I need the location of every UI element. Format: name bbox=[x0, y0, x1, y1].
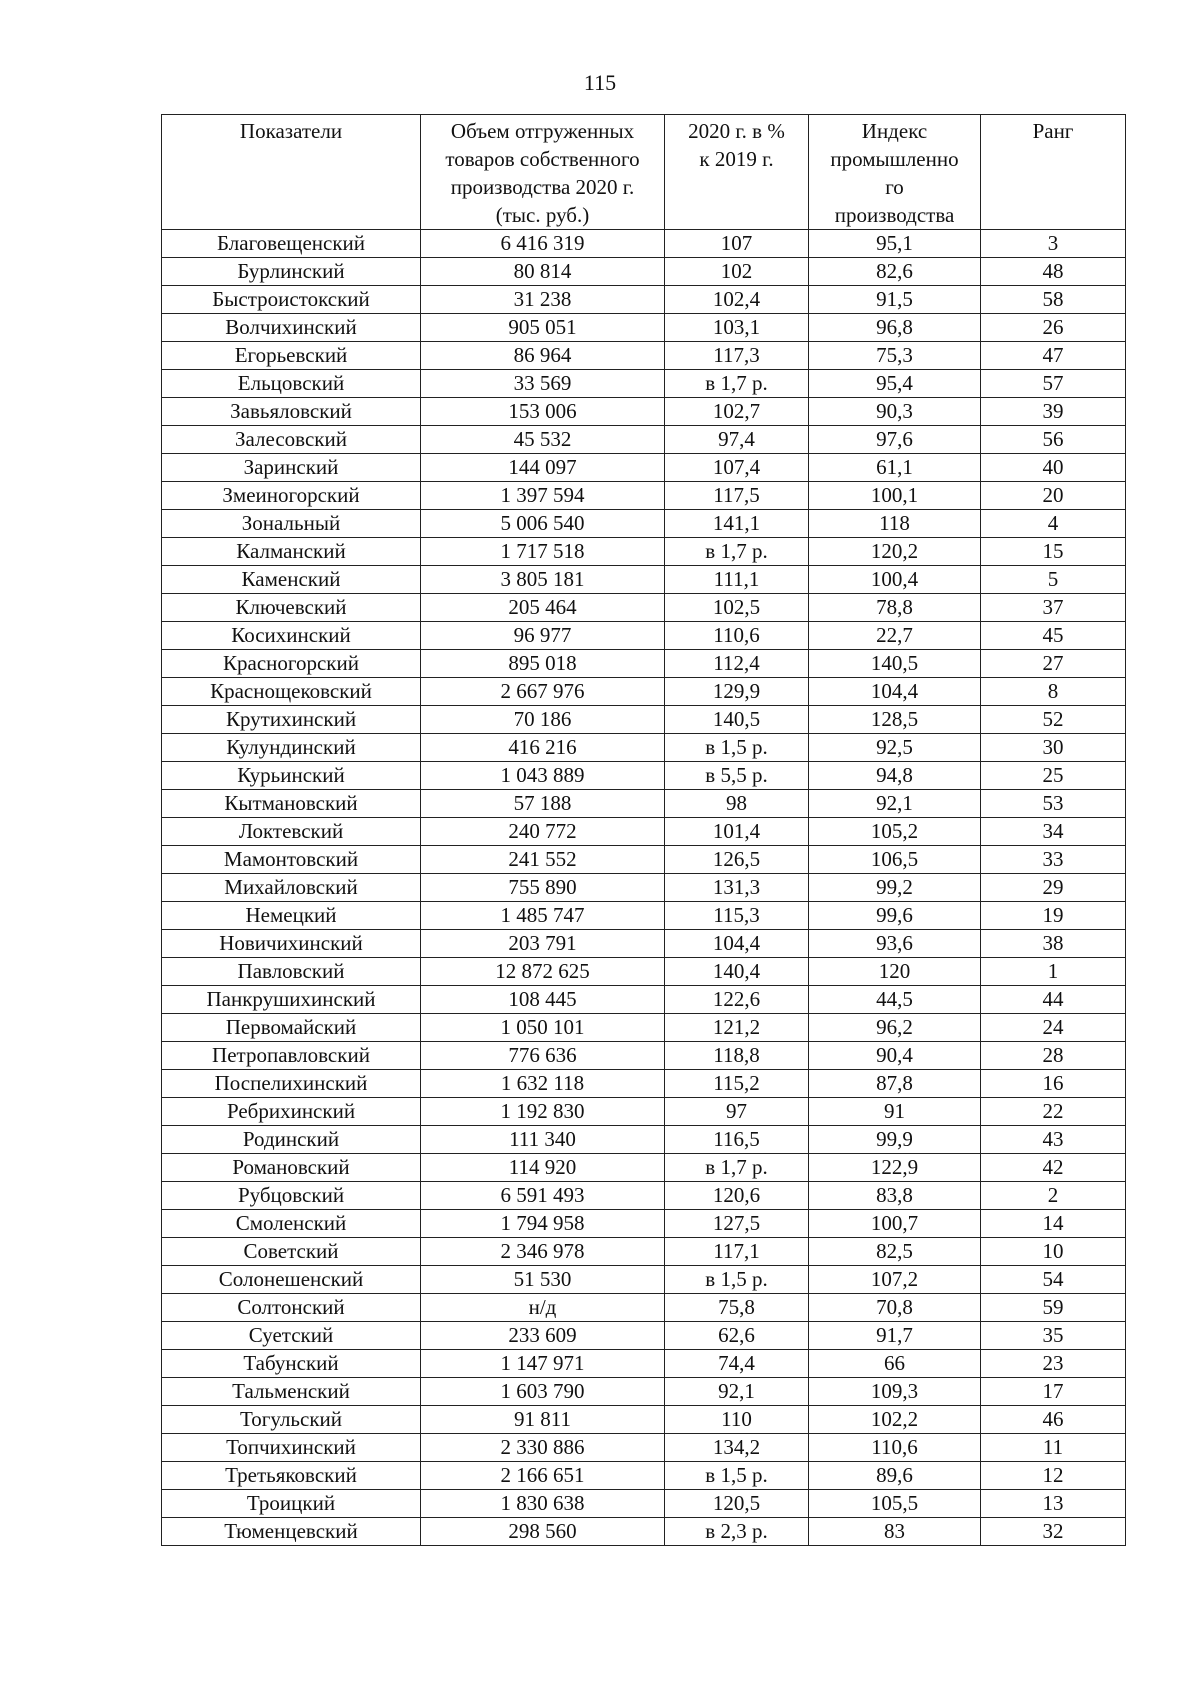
table-row bbox=[162, 510, 1126, 538]
header-industrial-index: Индекс промышленно го производства bbox=[809, 115, 981, 230]
district-name-cell: Кулундинский bbox=[162, 734, 421, 762]
table-row bbox=[162, 958, 1126, 986]
table-row bbox=[162, 482, 1126, 510]
industrial-index-cell: 95,4 bbox=[809, 370, 981, 398]
district-name-cell: Солтонский bbox=[162, 1294, 421, 1322]
shipped-volume-cell: 1 794 958 bbox=[421, 1210, 665, 1238]
district-name-cell: Немецкий bbox=[162, 902, 421, 930]
industrial-index-cell: 96,2 bbox=[809, 1014, 981, 1042]
district-name-cell: Залесовский bbox=[162, 426, 421, 454]
industrial-index-cell: 100,4 bbox=[809, 566, 981, 594]
industrial-index-cell: 109,3 bbox=[809, 1378, 981, 1406]
rank-cell: 16 bbox=[981, 1070, 1126, 1098]
percent-change-cell: 110,6 bbox=[665, 622, 809, 650]
percent-change-cell: 111,1 bbox=[665, 566, 809, 594]
table-row bbox=[162, 874, 1126, 902]
percent-change-cell: 120,5 bbox=[665, 1490, 809, 1518]
district-name-cell: Ребрихинский bbox=[162, 1098, 421, 1126]
industrial-index-cell: 99,9 bbox=[809, 1126, 981, 1154]
rank-cell: 57 bbox=[981, 370, 1126, 398]
table-row bbox=[162, 902, 1126, 930]
shipped-volume-cell: 1 397 594 bbox=[421, 482, 665, 510]
industrial-index-cell: 106,5 bbox=[809, 846, 981, 874]
rank-cell: 13 bbox=[981, 1490, 1126, 1518]
table-row bbox=[162, 398, 1126, 426]
rank-cell: 29 bbox=[981, 874, 1126, 902]
percent-change-cell: 104,4 bbox=[665, 930, 809, 958]
district-name-cell: Советский bbox=[162, 1238, 421, 1266]
percent-change-cell: 75,8 bbox=[665, 1294, 809, 1322]
percent-change-cell: 117,5 bbox=[665, 482, 809, 510]
industrial-index-cell: 75,3 bbox=[809, 342, 981, 370]
percent-change-cell: 140,4 bbox=[665, 958, 809, 986]
table-row bbox=[162, 1070, 1126, 1098]
table-row bbox=[162, 1014, 1126, 1042]
table-row bbox=[162, 342, 1126, 370]
percent-change-cell: 103,1 bbox=[665, 314, 809, 342]
percent-change-cell: 110 bbox=[665, 1406, 809, 1434]
industrial-index-cell: 87,8 bbox=[809, 1070, 981, 1098]
percent-change-cell: в 1,5 р. bbox=[665, 734, 809, 762]
district-name-cell: Краснощековский bbox=[162, 678, 421, 706]
district-name-cell: Тальменский bbox=[162, 1378, 421, 1406]
shipped-volume-cell: 1 717 518 bbox=[421, 538, 665, 566]
district-name-cell: Зональный bbox=[162, 510, 421, 538]
industrial-index-cell: 97,6 bbox=[809, 426, 981, 454]
table-row bbox=[162, 1126, 1126, 1154]
shipped-volume-cell: 1 603 790 bbox=[421, 1378, 665, 1406]
district-name-cell: Поспелихинский bbox=[162, 1070, 421, 1098]
rank-cell: 43 bbox=[981, 1126, 1126, 1154]
rank-cell: 54 bbox=[981, 1266, 1126, 1294]
table-row bbox=[162, 594, 1126, 622]
rank-cell: 40 bbox=[981, 454, 1126, 482]
rank-cell: 53 bbox=[981, 790, 1126, 818]
rank-cell: 47 bbox=[981, 342, 1126, 370]
table-row bbox=[162, 566, 1126, 594]
district-name-cell: Заринский bbox=[162, 454, 421, 482]
shipped-volume-cell: 70 186 bbox=[421, 706, 665, 734]
industrial-index-cell: 92,5 bbox=[809, 734, 981, 762]
shipped-volume-cell: 80 814 bbox=[421, 258, 665, 286]
percent-change-cell: в 5,5 р. bbox=[665, 762, 809, 790]
district-name-cell: Третьяковский bbox=[162, 1462, 421, 1490]
table-row bbox=[162, 846, 1126, 874]
district-name-cell: Смоленский bbox=[162, 1210, 421, 1238]
industrial-index-cell: 61,1 bbox=[809, 454, 981, 482]
district-name-cell: Рубцовский bbox=[162, 1182, 421, 1210]
district-name-cell: Тюменцевский bbox=[162, 1518, 421, 1546]
shipped-volume-cell: 3 805 181 bbox=[421, 566, 665, 594]
shipped-volume-cell: 2 346 978 bbox=[421, 1238, 665, 1266]
table-row bbox=[162, 1154, 1126, 1182]
percent-change-cell: 102,4 bbox=[665, 286, 809, 314]
district-name-cell: Завьяловский bbox=[162, 398, 421, 426]
percent-change-cell: в 1,7 р. bbox=[665, 370, 809, 398]
industrial-index-cell: 120 bbox=[809, 958, 981, 986]
industrial-index-cell: 100,7 bbox=[809, 1210, 981, 1238]
percent-change-cell: 140,5 bbox=[665, 706, 809, 734]
shipped-volume-cell: 31 238 bbox=[421, 286, 665, 314]
percent-change-cell: 102,7 bbox=[665, 398, 809, 426]
rank-cell: 1 bbox=[981, 958, 1126, 986]
district-name-cell: Каменский bbox=[162, 566, 421, 594]
table-row bbox=[162, 426, 1126, 454]
district-name-cell: Табунский bbox=[162, 1350, 421, 1378]
rank-cell: 4 bbox=[981, 510, 1126, 538]
district-name-cell: Красногорский bbox=[162, 650, 421, 678]
table-header-row bbox=[162, 115, 1126, 230]
table-row bbox=[162, 370, 1126, 398]
percent-change-cell: 127,5 bbox=[665, 1210, 809, 1238]
percent-change-cell: 62,6 bbox=[665, 1322, 809, 1350]
shipped-volume-cell: 755 890 bbox=[421, 874, 665, 902]
percent-change-cell: 121,2 bbox=[665, 1014, 809, 1042]
district-name-cell: Топчихинский bbox=[162, 1434, 421, 1462]
rank-cell: 17 bbox=[981, 1378, 1126, 1406]
rank-cell: 44 bbox=[981, 986, 1126, 1014]
percent-change-cell: 102 bbox=[665, 258, 809, 286]
industrial-index-cell: 89,6 bbox=[809, 1462, 981, 1490]
district-name-cell: Косихинский bbox=[162, 622, 421, 650]
district-name-cell: Павловский bbox=[162, 958, 421, 986]
industrial-index-cell: 82,5 bbox=[809, 1238, 981, 1266]
district-industry-table bbox=[161, 114, 1126, 1546]
rank-cell: 45 bbox=[981, 622, 1126, 650]
industrial-index-cell: 82,6 bbox=[809, 258, 981, 286]
shipped-volume-cell: 233 609 bbox=[421, 1322, 665, 1350]
percent-change-cell: 92,1 bbox=[665, 1378, 809, 1406]
rank-cell: 58 bbox=[981, 286, 1126, 314]
percent-change-cell: 131,3 bbox=[665, 874, 809, 902]
shipped-volume-cell: 240 772 bbox=[421, 818, 665, 846]
shipped-volume-cell: 416 216 bbox=[421, 734, 665, 762]
rank-cell: 33 bbox=[981, 846, 1126, 874]
table-row bbox=[162, 258, 1126, 286]
table-row bbox=[162, 1490, 1126, 1518]
percent-change-cell: 116,5 bbox=[665, 1126, 809, 1154]
percent-change-cell: 118,8 bbox=[665, 1042, 809, 1070]
shipped-volume-cell: 96 977 bbox=[421, 622, 665, 650]
shipped-volume-cell: 5 006 540 bbox=[421, 510, 665, 538]
industrial-index-cell: 105,2 bbox=[809, 818, 981, 846]
district-name-cell: Быстроистокский bbox=[162, 286, 421, 314]
percent-change-cell: в 1,5 р. bbox=[665, 1462, 809, 1490]
percent-change-cell: 126,5 bbox=[665, 846, 809, 874]
table-row bbox=[162, 1182, 1126, 1210]
table-row bbox=[162, 930, 1126, 958]
shipped-volume-cell: 241 552 bbox=[421, 846, 665, 874]
percent-change-cell: 97,4 bbox=[665, 426, 809, 454]
shipped-volume-cell: 1 830 638 bbox=[421, 1490, 665, 1518]
rank-cell: 37 bbox=[981, 594, 1126, 622]
table-row bbox=[162, 1098, 1126, 1126]
shipped-volume-cell: 144 097 bbox=[421, 454, 665, 482]
district-name-cell: Троицкий bbox=[162, 1490, 421, 1518]
shipped-volume-cell: 1 043 889 bbox=[421, 762, 665, 790]
shipped-volume-cell: 298 560 bbox=[421, 1518, 665, 1546]
rank-cell: 20 bbox=[981, 482, 1126, 510]
district-name-cell: Змеиногорский bbox=[162, 482, 421, 510]
percent-change-cell: 134,2 bbox=[665, 1434, 809, 1462]
shipped-volume-cell: 45 532 bbox=[421, 426, 665, 454]
table-row bbox=[162, 1462, 1126, 1490]
shipped-volume-cell: 86 964 bbox=[421, 342, 665, 370]
industrial-index-cell: 96,8 bbox=[809, 314, 981, 342]
district-name-cell: Бурлинский bbox=[162, 258, 421, 286]
percent-change-cell: в 1,7 р. bbox=[665, 538, 809, 566]
rank-cell: 38 bbox=[981, 930, 1126, 958]
district-name-cell: Михайловский bbox=[162, 874, 421, 902]
percent-change-cell: 107,4 bbox=[665, 454, 809, 482]
district-name-cell: Локтевский bbox=[162, 818, 421, 846]
industrial-index-cell: 83,8 bbox=[809, 1182, 981, 1210]
percent-change-cell: 102,5 bbox=[665, 594, 809, 622]
table-row bbox=[162, 286, 1126, 314]
district-name-cell: Новичихинский bbox=[162, 930, 421, 958]
district-name-cell: Петропавловский bbox=[162, 1042, 421, 1070]
table-row bbox=[162, 1434, 1126, 1462]
industrial-index-cell: 102,2 bbox=[809, 1406, 981, 1434]
industrial-index-cell: 122,9 bbox=[809, 1154, 981, 1182]
table-body bbox=[162, 230, 1126, 1546]
shipped-volume-cell: 33 569 bbox=[421, 370, 665, 398]
table-row bbox=[162, 1294, 1126, 1322]
table-row bbox=[162, 1238, 1126, 1266]
header-rank: Ранг bbox=[981, 115, 1126, 230]
header-indicator: Показатели bbox=[162, 115, 421, 230]
industrial-index-cell: 66 bbox=[809, 1350, 981, 1378]
industrial-index-cell: 128,5 bbox=[809, 706, 981, 734]
rank-cell: 52 bbox=[981, 706, 1126, 734]
shipped-volume-cell: 2 166 651 bbox=[421, 1462, 665, 1490]
table-row bbox=[162, 454, 1126, 482]
shipped-volume-cell: 6 591 493 bbox=[421, 1182, 665, 1210]
district-name-cell: Курьинский bbox=[162, 762, 421, 790]
industrial-index-cell: 105,5 bbox=[809, 1490, 981, 1518]
table-row bbox=[162, 790, 1126, 818]
industrial-index-cell: 91,5 bbox=[809, 286, 981, 314]
rank-cell: 30 bbox=[981, 734, 1126, 762]
industrial-index-cell: 118 bbox=[809, 510, 981, 538]
shipped-volume-cell: 2 667 976 bbox=[421, 678, 665, 706]
rank-cell: 5 bbox=[981, 566, 1126, 594]
table-row bbox=[162, 1378, 1126, 1406]
shipped-volume-cell: 1 147 971 bbox=[421, 1350, 665, 1378]
rank-cell: 32 bbox=[981, 1518, 1126, 1546]
table-row bbox=[162, 986, 1126, 1014]
shipped-volume-cell: 203 791 bbox=[421, 930, 665, 958]
industrial-index-cell: 120,2 bbox=[809, 538, 981, 566]
percent-change-cell: в 1,7 р. bbox=[665, 1154, 809, 1182]
shipped-volume-cell: 57 188 bbox=[421, 790, 665, 818]
table-row bbox=[162, 818, 1126, 846]
shipped-volume-cell: 51 530 bbox=[421, 1266, 665, 1294]
shipped-volume-cell: 2 330 886 bbox=[421, 1434, 665, 1462]
district-name-cell: Панкрушихинский bbox=[162, 986, 421, 1014]
industrial-index-cell: 70,8 bbox=[809, 1294, 981, 1322]
rank-cell: 10 bbox=[981, 1238, 1126, 1266]
industrial-index-cell: 140,5 bbox=[809, 650, 981, 678]
district-name-cell: Благовещенский bbox=[162, 230, 421, 258]
industrial-index-cell: 95,1 bbox=[809, 230, 981, 258]
percent-change-cell: 129,9 bbox=[665, 678, 809, 706]
district-name-cell: Волчихинский bbox=[162, 314, 421, 342]
shipped-volume-cell: 12 872 625 bbox=[421, 958, 665, 986]
table-row bbox=[162, 314, 1126, 342]
percent-change-cell: 117,1 bbox=[665, 1238, 809, 1266]
percent-change-cell: 74,4 bbox=[665, 1350, 809, 1378]
percent-change-cell: 97 bbox=[665, 1098, 809, 1126]
shipped-volume-cell: н/д bbox=[421, 1294, 665, 1322]
shipped-volume-cell: 153 006 bbox=[421, 398, 665, 426]
rank-cell: 19 bbox=[981, 902, 1126, 930]
rank-cell: 26 bbox=[981, 314, 1126, 342]
rank-cell: 25 bbox=[981, 762, 1126, 790]
rank-cell: 11 bbox=[981, 1434, 1126, 1462]
industrial-index-cell: 92,1 bbox=[809, 790, 981, 818]
table-row bbox=[162, 1518, 1126, 1546]
rank-cell: 2 bbox=[981, 1182, 1126, 1210]
rank-cell: 15 bbox=[981, 538, 1126, 566]
percent-change-cell: 101,4 bbox=[665, 818, 809, 846]
rank-cell: 42 bbox=[981, 1154, 1126, 1182]
district-name-cell: Егорьевский bbox=[162, 342, 421, 370]
percent-change-cell: 112,4 bbox=[665, 650, 809, 678]
table-row bbox=[162, 706, 1126, 734]
table-row bbox=[162, 1266, 1126, 1294]
industrial-index-cell: 90,4 bbox=[809, 1042, 981, 1070]
shipped-volume-cell: 1 192 830 bbox=[421, 1098, 665, 1126]
shipped-volume-cell: 114 920 bbox=[421, 1154, 665, 1182]
rank-cell: 24 bbox=[981, 1014, 1126, 1042]
percent-change-cell: в 1,5 р. bbox=[665, 1266, 809, 1294]
district-name-cell: Мамонтовский bbox=[162, 846, 421, 874]
percent-change-cell: 117,3 bbox=[665, 342, 809, 370]
district-name-cell: Тогульский bbox=[162, 1406, 421, 1434]
percent-change-cell: 120,6 bbox=[665, 1182, 809, 1210]
industrial-index-cell: 99,2 bbox=[809, 874, 981, 902]
table-row bbox=[162, 538, 1126, 566]
industrial-index-cell: 94,8 bbox=[809, 762, 981, 790]
shipped-volume-cell: 111 340 bbox=[421, 1126, 665, 1154]
shipped-volume-cell: 91 811 bbox=[421, 1406, 665, 1434]
industrial-index-cell: 78,8 bbox=[809, 594, 981, 622]
shipped-volume-cell: 1 485 747 bbox=[421, 902, 665, 930]
percent-change-cell: 141,1 bbox=[665, 510, 809, 538]
industrial-index-cell: 83 bbox=[809, 1518, 981, 1546]
rank-cell: 8 bbox=[981, 678, 1126, 706]
rank-cell: 34 bbox=[981, 818, 1126, 846]
shipped-volume-cell: 108 445 bbox=[421, 986, 665, 1014]
shipped-volume-cell: 905 051 bbox=[421, 314, 665, 342]
table-row bbox=[162, 734, 1126, 762]
percent-change-cell: в 2,3 р. bbox=[665, 1518, 809, 1546]
district-name-cell: Суетский bbox=[162, 1322, 421, 1350]
industrial-index-cell: 44,5 bbox=[809, 986, 981, 1014]
shipped-volume-cell: 1 050 101 bbox=[421, 1014, 665, 1042]
district-name-cell: Родинский bbox=[162, 1126, 421, 1154]
percent-change-cell: 98 bbox=[665, 790, 809, 818]
rank-cell: 14 bbox=[981, 1210, 1126, 1238]
table-row bbox=[162, 650, 1126, 678]
industrial-index-cell: 107,2 bbox=[809, 1266, 981, 1294]
shipped-volume-cell: 6 416 319 bbox=[421, 230, 665, 258]
shipped-volume-cell: 895 018 bbox=[421, 650, 665, 678]
shipped-volume-cell: 776 636 bbox=[421, 1042, 665, 1070]
district-name-cell: Первомайский bbox=[162, 1014, 421, 1042]
table-row bbox=[162, 230, 1126, 258]
rank-cell: 22 bbox=[981, 1098, 1126, 1126]
district-name-cell: Ельцовский bbox=[162, 370, 421, 398]
table-row bbox=[162, 1042, 1126, 1070]
industrial-index-cell: 93,6 bbox=[809, 930, 981, 958]
shipped-volume-cell: 205 464 bbox=[421, 594, 665, 622]
industrial-index-cell: 99,6 bbox=[809, 902, 981, 930]
rank-cell: 23 bbox=[981, 1350, 1126, 1378]
table-row bbox=[162, 1406, 1126, 1434]
industrial-index-cell: 110,6 bbox=[809, 1434, 981, 1462]
rank-cell: 27 bbox=[981, 650, 1126, 678]
district-name-cell: Романовский bbox=[162, 1154, 421, 1182]
rank-cell: 46 bbox=[981, 1406, 1126, 1434]
header-shipped-volume: Объем отгруженных товаров собственного производства 2020 г. (тыс. руб.) bbox=[421, 115, 665, 230]
table-row bbox=[162, 678, 1126, 706]
rank-cell: 56 bbox=[981, 426, 1126, 454]
industrial-index-cell: 91,7 bbox=[809, 1322, 981, 1350]
table-row bbox=[162, 762, 1126, 790]
industrial-index-cell: 90,3 bbox=[809, 398, 981, 426]
table-row bbox=[162, 1350, 1126, 1378]
district-name-cell: Кытмановский bbox=[162, 790, 421, 818]
percent-change-cell: 107 bbox=[665, 230, 809, 258]
industrial-index-cell: 22,7 bbox=[809, 622, 981, 650]
table-row bbox=[162, 1210, 1126, 1238]
table-row bbox=[162, 1322, 1126, 1350]
percent-change-cell: 115,2 bbox=[665, 1070, 809, 1098]
rank-cell: 35 bbox=[981, 1322, 1126, 1350]
industrial-index-cell: 104,4 bbox=[809, 678, 981, 706]
shipped-volume-cell: 1 632 118 bbox=[421, 1070, 665, 1098]
rank-cell: 48 bbox=[981, 258, 1126, 286]
page-number: 115 bbox=[583, 70, 617, 95]
rank-cell: 3 bbox=[981, 230, 1126, 258]
district-name-cell: Солонешенский bbox=[162, 1266, 421, 1294]
industrial-index-cell: 100,1 bbox=[809, 482, 981, 510]
district-name-cell: Ключевский bbox=[162, 594, 421, 622]
district-name-cell: Крутихинский bbox=[162, 706, 421, 734]
rank-cell: 28 bbox=[981, 1042, 1126, 1070]
percent-change-cell: 115,3 bbox=[665, 902, 809, 930]
table-row bbox=[162, 622, 1126, 650]
rank-cell: 39 bbox=[981, 398, 1126, 426]
header-percent-2019: 2020 г. в % к 2019 г. bbox=[665, 115, 809, 230]
percent-change-cell: 122,6 bbox=[665, 986, 809, 1014]
industrial-index-cell: 91 bbox=[809, 1098, 981, 1126]
rank-cell: 12 bbox=[981, 1462, 1126, 1490]
rank-cell: 59 bbox=[981, 1294, 1126, 1322]
district-name-cell: Калманский bbox=[162, 538, 421, 566]
